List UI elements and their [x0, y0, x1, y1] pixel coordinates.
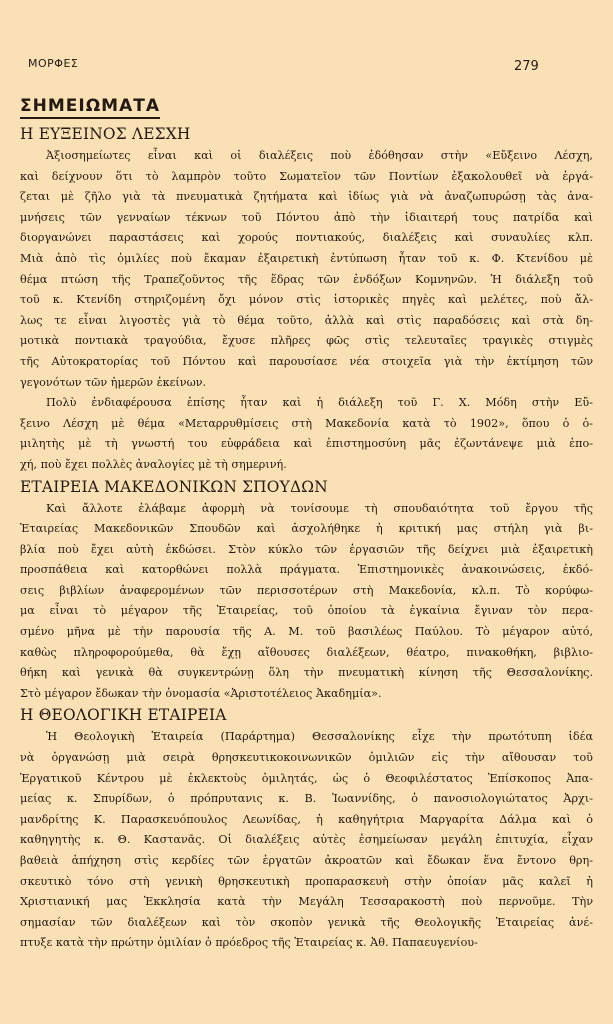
text-line: σκευτικὸ τόνο στὴ γενικὴ θρησκευτικὴ προπαρασκευὴ στὴν ὁποίαν μᾶς καλεῖ ἡ: [20, 874, 593, 888]
text-line: τῆς Αὐτοκρατορίας τοῦ Πόντου καὶ παρουσίασε νέα στοιχεῖα γιὰ τὴν ἐκτίμηση τῶν: [20, 354, 593, 368]
text-line: μοτικὰ ποντιακὰ τραγούδια, ἔχυσε πλῆρες φῶς στὶς τελευταῖες τραγικὲς στιγμὲς: [20, 334, 593, 348]
text-line: βλία ποὺ ἔχει αὐτὴ ἐκδώσει. Στὸν κύκλο τῶν ἐργασιῶν τῆς δείχνει μιὰ ἐξαιρετικὴ: [20, 542, 593, 556]
paragraph: [20, 146, 593, 393]
text-line: γεγονότων τῶν ἡμερῶν ἐκείνων.: [20, 375, 207, 389]
text-line: πτυξε κατὰ τὴν πρώτην ὁμιλίαν ὁ πρόεδρος τῆς Ἑταιρείας κ. Ἀθ. Παπαευγενίου-: [20, 936, 478, 950]
text-line: Ἐργατικοῦ Κέντρου μὲ ἐκλεκτοὺς ὁμιλητάς, ὡς ὁ Θεοφιλέστατος Ἐπίσκοπος Ἀπα-: [20, 771, 593, 785]
text-line: λως τε εἶναι λιγοστὲς γιὰ τὸ θέμα τοῦτο, ἀλλὰ καὶ στὶς παραδόσεις καὶ στὰ δη-: [20, 313, 593, 327]
text-line: Στὸ μέγαρον ἔδωκαν τὴν ὀνομασία «Ἀριστοτέλειος Ἀκαδημία».: [20, 686, 382, 700]
text-line: καθηγητὴς κ. Θ. Καστανᾶς. Οἱ διαλέξεις αὐτὲς ἐσημείωσαν μεγάλη ἐπιτυχία, εἶχαν: [20, 833, 593, 847]
journal-title: ΜΟΡΦΕΣ: [28, 57, 79, 70]
article-section: [20, 704, 593, 954]
text-line: σμένο μῆνα μὲ τὴν παρουσία τῆς Α. Μ. τοῦ βασιλέως Παύλου. Τὸ μέγαρον αὐτό,: [20, 625, 593, 639]
text-line: καθὼς πληροφορούμεθα, θὰ ἔχῃ αἴθουσες διαλέξεων, θέατρο, πινακοθήκη, βιβλιο-: [20, 645, 593, 659]
text-line: Μιὰ ἀπὸ τὶς ὁμιλίες ποὺ ἔκαμαν ἐξαιρετικὴ ἐντύπωση ἦταν τοῦ κ. Φ. Κτενίδου μὲ: [20, 251, 593, 265]
paragraph: [20, 499, 593, 705]
article-section: [20, 123, 593, 476]
text-line: σεις βιβλίων ἀναφερομένων τῶν περισσοτέρων στὴ Μακεδονία, κλ.π. Τὸ κορύφω-: [20, 583, 593, 597]
text-line: ζεται μὲ ζῆλο γιὰ τὰ πνευματικὰ ζητήματα καὶ ἰδίως γιὰ νὰ ἀναζωπυρώσῃ τὰς ἀνα-: [20, 190, 593, 204]
text-line: Ἡ Θεολογικὴ Ἑταιρεία (Παράρτημα) Θεσσαλονίκης εἶχε τὴν πρωτότυπη ἰδέα: [46, 730, 593, 744]
text-line: μνήσεις τῶν γενναίων τέκνων τοῦ Πόντου ἀπὸ τὴν ἰδιαιτερή τους πατρίδα καὶ: [20, 210, 593, 224]
text-line: ξεινο Λέσχη μὲ θέμα «Μεταρρυθμίσεις στὴ Μακεδονία κατὰ τὸ 1902», ὅπου ὁ ὁ-: [20, 416, 593, 430]
text-line: Χριστιανική μας Ἐκκλησία κατὰ τὴν Μεγάλη Τεσσαρακοστὴ ποὺ περνοῦμε. Τὴν: [20, 895, 593, 909]
article-heading: ΕΤΑΙΡΕΙΑ ΜΑΚΕΔΟΝΙΚΩΝ ΣΠΟΥΔΩΝ: [20, 477, 328, 496]
text-line: νὰ ὀργανώσῃ μιὰ σειρὰ θρησκευτικοκοινωνικῶν ὁμιλιῶν εἰς τὴν αἴθουσαν τοῦ: [20, 751, 593, 765]
page-number: 279: [514, 59, 539, 74]
text-line: καὶ δείχνουν ὅτι τὸ λαμπρὸν τοῦτο Σωματεῖον τῶν Ποντίων ἐξακολουθεῖ νὰ ἐργά-: [20, 169, 593, 183]
text-line: προσπάθεια καὶ κατορθώνει πολλὰ πράγματα. Ἐπιστημονικὲς ἀνακοινώσεις, ἐκδό-: [20, 563, 593, 577]
section-title: ΣΗΜΕΙΩΜΑΤΑ: [20, 96, 160, 119]
paragraph: [20, 393, 593, 475]
text-line: βαθειὰ ἀπήχηση στὶς κερδίες τῶν ἐργατῶν ἀκροατῶν καὶ ἔδωκαν ἕνα ἔντονο θρη-: [20, 854, 593, 867]
text-line: διοργανώνει παραστάσεις καὶ χορούς ποντιακούς, διαλέξεις καὶ συναυλίες κλπ.: [20, 231, 593, 245]
text-line: σημασίαν τῶν διαλέξεων καὶ τὸν σκοπὸν γενικὰ τῆς Θεολογικῆς Ἑταιρείας ἀνέ-: [20, 915, 593, 929]
text-line: θήκη καὶ γενικὰ θὰ συγκεντρώνῃ ὅλη τὴν πνευματικὴ κίνηση τῆς Θεσσαλονίκης.: [20, 666, 593, 680]
text-line: θέμα πτώση τῆς Τραπεζοῦντος τῆς ἕδρας τῶν ἐνδόξων Κομνηνῶν. Ἡ διάλεξη τοῦ: [20, 272, 593, 286]
paragraph: [20, 727, 593, 954]
article-heading: Η ΘΕΟΛΟΓΙΚΗ ΕΤΑΙΡΕΙΑ: [20, 706, 227, 725]
text-line: Ἀξιοσημείωτες εἶναι καὶ οἱ διαλέξεις ποὺ ἐδόθησαν στὴν «Εὔξεινο Λέσχη,: [46, 149, 593, 162]
text-line: τοῦ κ. Κτενίδη στηριζομένη ὄχι μόνον στὶς ἱστορικὲς πηγὲς καὶ μελέτες, ποὺ ἄλ-: [20, 293, 593, 307]
text-line: μείας κ. Σπυρίδων, ὁ πρόπρυτανις κ. Β. Ἰωαννίδης, ὁ πανοσιολογιώτατος Ἀρχι-: [20, 792, 593, 806]
text-line: μιλητὴς μὲ τὴ γνωστή του εὐφράδεια καὶ ἐπιστημοσύνη μᾶς ἐζωντάνεψε μιὰ ἐπο-: [20, 437, 593, 451]
article-section: [20, 476, 593, 705]
text-line: μανδρίτης Κ. Παρασκευόπουλος Λεωνίδας, ἡ καθηγήτρια Μαργαρίτα Δάλμα καὶ ὁ: [20, 812, 593, 826]
text-line: Ἑταιρείας Μακεδονικῶν Σπουδῶν καὶ ἀσχολήθηκε ἡ κριτική μας στήλη γιὰ βι-: [20, 522, 593, 536]
text-line: μα εἶναι τὸ μέγαρον τῆς Ἑταιρείας, τοῦ ὁποίου τὰ ἐγκαίνια ἔγιναν τὸν περα-: [20, 604, 593, 618]
text-line: χή, ποὺ ἔχει πολλὲς ἀναλογίες μὲ τὴ σημερινή.: [20, 457, 287, 471]
text-line: Πολὺ ἐνδιαφέρουσα ἐπίσης ἦταν καὶ ἡ διάλεξη τοῦ Γ. Χ. Μόδη στὴν Εὔ-: [46, 396, 593, 410]
text-line: Καὶ ἄλλοτε ἐλάβαμε ἀφορμὴ νὰ τονίσουμε τὴ σπουδαιότητα τοῦ ἔργου τῆς: [46, 501, 593, 515]
notes-content: [20, 123, 593, 954]
article-heading: Η ΕΥΞΕΙΝΟΣ ΛΕΣΧΗ: [20, 125, 191, 143]
